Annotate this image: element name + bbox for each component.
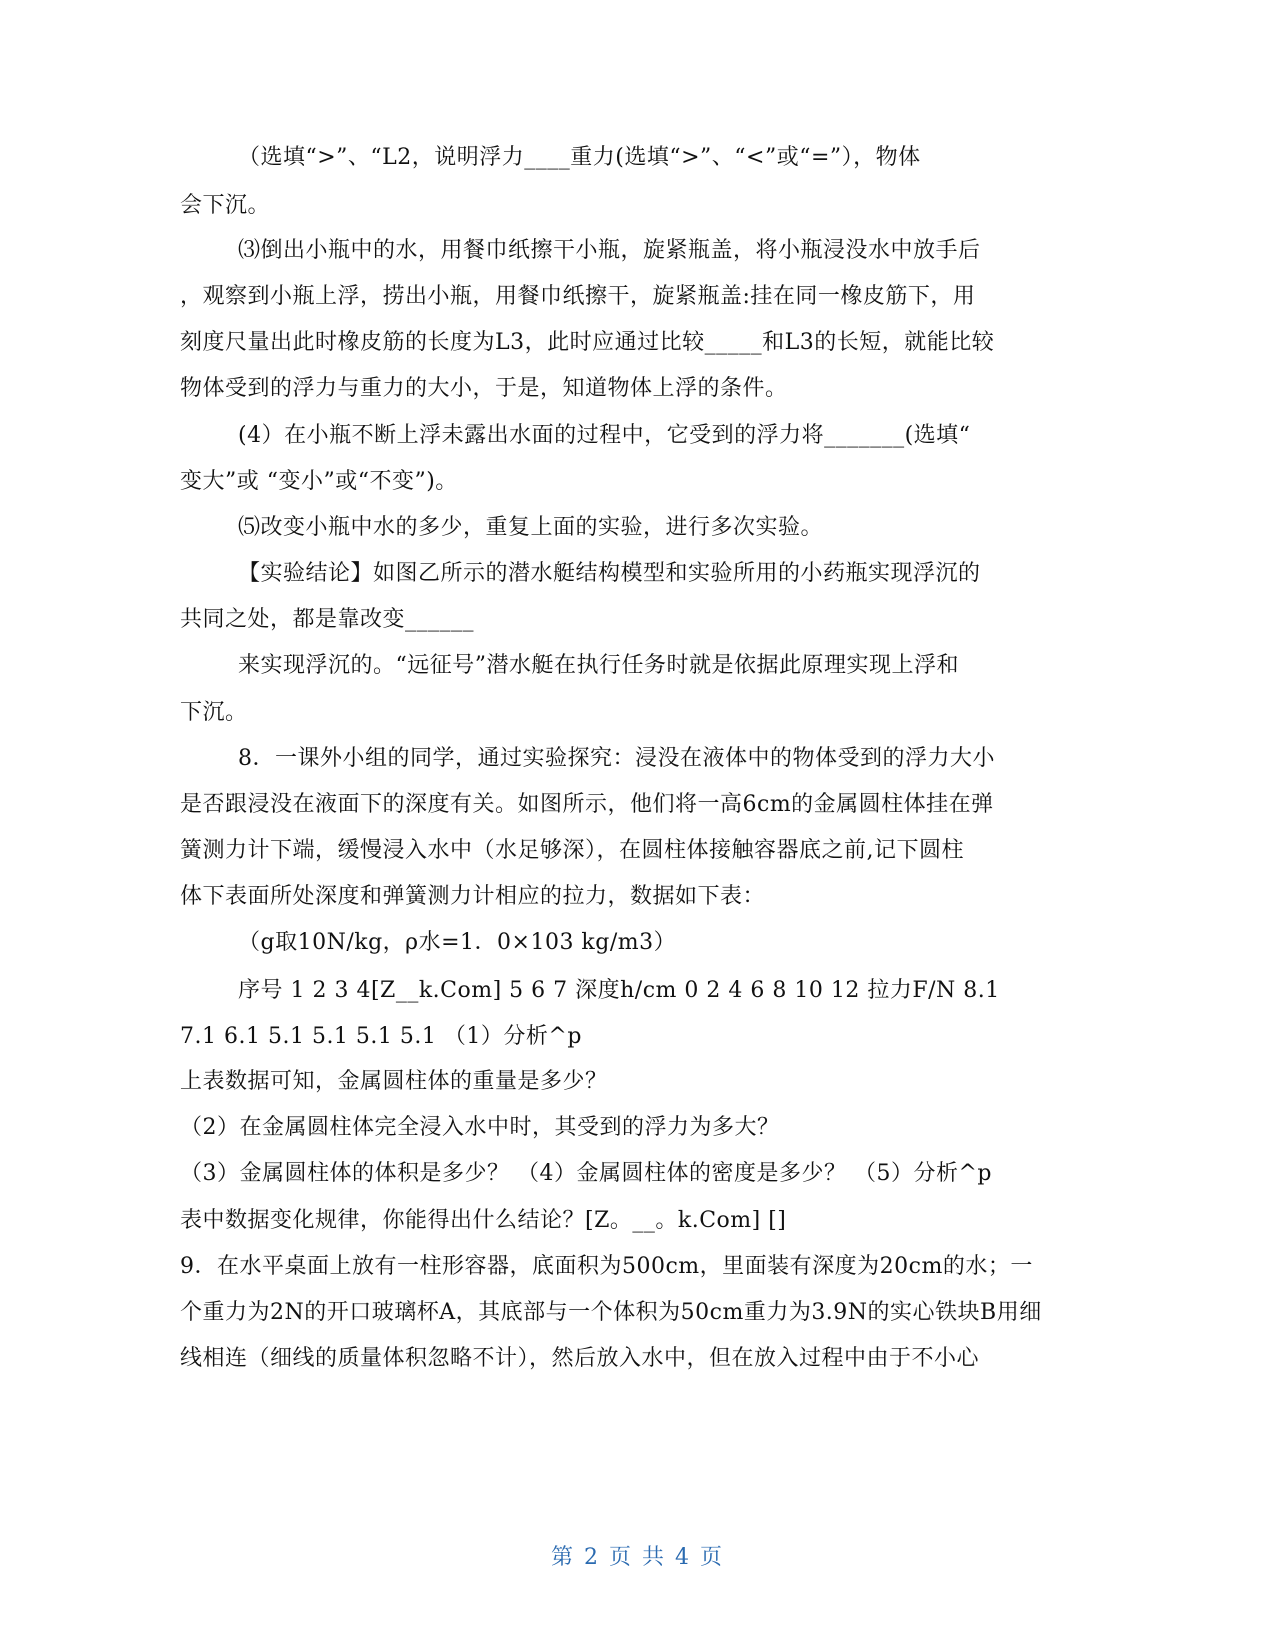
text-line: 会下沉。: [180, 193, 271, 218]
text-line: 来实现浮沉的。“远征号”潜水艇在执行任务时就是依据此原理实现上浮和: [238, 653, 959, 678]
text-line: 下沉。: [180, 700, 248, 725]
text-line: ，观察到小瓶上浮，捞出小瓶，用餐巾纸擦干，旋紧瓶盖:挂在同一橡皮筋下，用: [180, 284, 976, 309]
text-line: 表中数据变化规律，你能得出什么结论？[Z。__。k.Com] []: [180, 1208, 787, 1233]
data-table-text: 序号 1 2 3 4[Z__k.Com] 5 6 7 深度h/cm 0 2 4 6 8 10 12 拉力F/N 8.1: [238, 978, 1000, 1003]
text-line: 体下表面所处深度和弹簧测力计相应的拉力，数据如下表：: [180, 884, 766, 909]
question-9-start: 9．在水平桌面上放有一柱形容器，底面积为500cm，里面装有深度为20cm的水；一: [180, 1254, 1033, 1279]
text-line: （2）在金属圆柱体完全浸入水中时，其受到的浮力为多大？: [180, 1115, 780, 1140]
text-line: 上表数据可知，金属圆柱体的重量是多少？: [180, 1069, 608, 1094]
text-line: （g取10N/kg，ρ水=1．0×103 kg/m3）: [238, 930, 677, 955]
text-line: 变大”或 “变小”或“不变”)。: [180, 469, 458, 494]
text-line: 簧测力计下端，缓慢浸入水中（水足够深），在圆柱体接触容器底之前,记下圆柱: [180, 838, 964, 863]
text-line: 个重力为2N的开口玻璃杯A，其底部与一个体积为50cm重力为3.9N的实心铁块B用细: [180, 1300, 1042, 1325]
text-line: ⑸改变小瓶中水的多少，重复上面的实验，进行多次实验。: [238, 515, 824, 540]
text-line: ⑶倒出小瓶中的水，用餐巾纸擦干小瓶，旋紧瓶盖，将小瓶浸没水中放手后: [238, 238, 981, 263]
data-table-text: 7.1 6.1 5.1 5.1 5.1 5.1 （1）分析^p: [180, 1024, 582, 1049]
text-line: 线相连（细线的质量体积忽略不计），然后放入水中，但在放入过程中由于不小心: [180, 1346, 980, 1371]
text-line: 【实验结论】如图乙所示的潜水艇结构模型和实验所用的小药瓶实现浮沉的: [238, 561, 981, 586]
text-line: (4）在小瓶不断上浮未露出水面的过程中，它受到的浮力将_______(选填“: [238, 423, 971, 448]
text-line: （3）金属圆柱体的体积是多少？ （4）金属圆柱体的密度是多少？ （5）分析^p: [180, 1161, 992, 1186]
text-line: 共同之处，都是靠改变______: [180, 607, 475, 632]
text-line: 物体受到的浮力与重力的大小，于是，知道物体上浮的条件。: [180, 376, 788, 401]
page-number-footer: 第 2 页 共 4 页: [551, 1545, 724, 1570]
text-line: 刻度尺量出此时橡皮筋的长度为L3，此时应通过比较_____和L3的长短，就能比较: [180, 330, 995, 355]
text-line: （选填“>”、“L2，说明浮力____重力(选填“>”、“<”或“=”），物体: [238, 145, 921, 170]
text-line: 是否跟浸没在液面下的深度有关。如图所示，他们将一高6cm的金属圆柱体挂在弹: [180, 792, 994, 817]
question-8-start: 8．一课外小组的同学，通过实验探究：浸没在液体中的物体受到的浮力大小: [238, 746, 995, 771]
